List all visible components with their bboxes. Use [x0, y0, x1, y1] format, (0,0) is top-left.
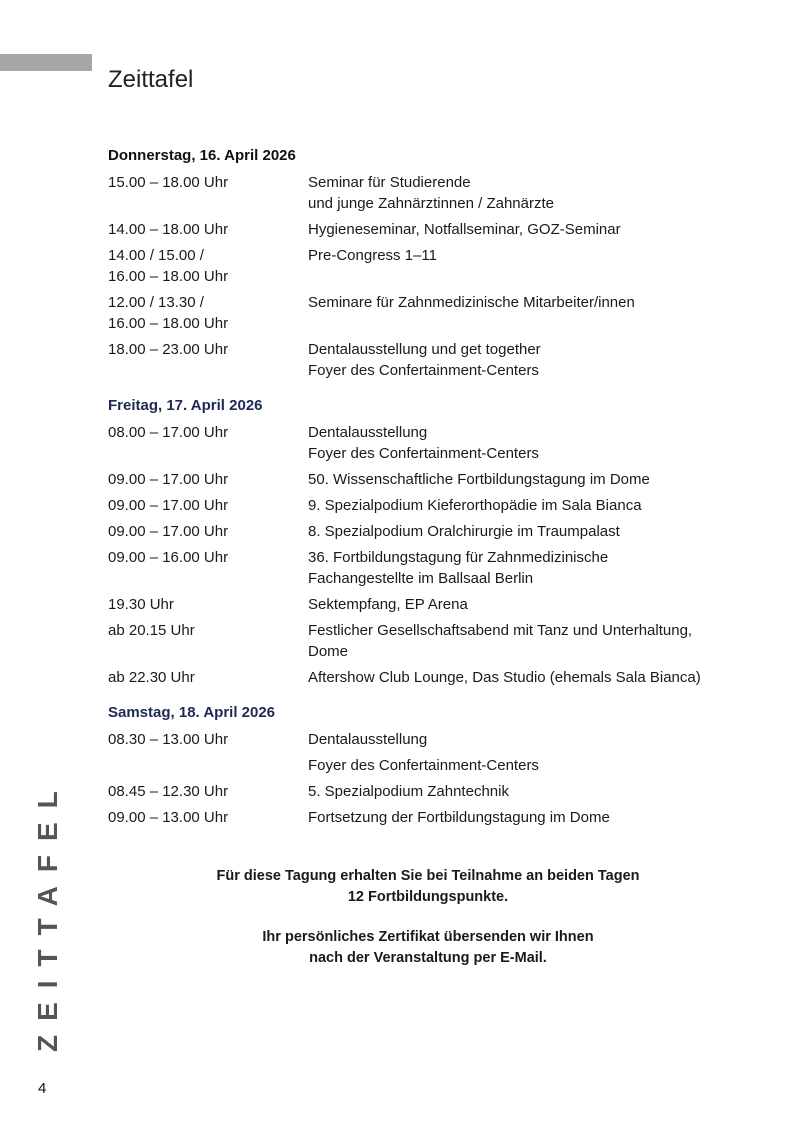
day-heading: Freitag, 17. April 2026 — [108, 397, 263, 414]
day-heading: Samstag, 18. April 2026 — [108, 704, 276, 721]
row-description: Seminar für Studierende und junge Zahnärztinnen / Zahnärzte — [308, 174, 554, 212]
header-accent-bar — [0, 54, 92, 71]
row-time: 12.00 / 13.30 / 16.00 – 18.00 Uhr — [108, 294, 229, 332]
schedule-row — [108, 594, 768, 615]
schedule-row — [108, 620, 768, 662]
schedule-row — [108, 807, 768, 828]
schedule-row — [108, 469, 768, 490]
row-description: 36. Fortbildungstagung für Zahnmedizinische Fachangestellte im Ballsaal Berlin — [308, 549, 609, 587]
schedule-row — [108, 292, 768, 334]
schedule-row — [108, 245, 768, 287]
row-description: 5. Spezialpodium Zahntechnik — [308, 783, 509, 800]
schedule-row — [108, 219, 768, 240]
row-time: 09.00 – 13.00 Uhr — [108, 809, 229, 826]
row-time: 08.00 – 17.00 Uhr — [108, 424, 229, 441]
schedule-row — [108, 521, 768, 542]
day-section-saturday — [108, 703, 768, 828]
row-time: 15.00 – 18.00 Uhr — [108, 174, 229, 191]
row-time: 14.00 – 18.00 Uhr — [108, 221, 229, 238]
row-time: 18.00 – 23.00 Uhr — [108, 341, 229, 358]
row-time: 09.00 – 17.00 Uhr — [108, 523, 229, 540]
schedule-row — [108, 729, 768, 750]
vertical-section-label: ZEITTAFEL — [32, 777, 63, 1052]
row-time: 09.00 – 16.00 Uhr — [108, 549, 229, 566]
row-description: 8. Spezialpodium Oralchirurgie im Traumpalast — [308, 523, 620, 540]
row-description: Pre-Congress 1–11 — [308, 247, 437, 264]
schedule-row — [108, 495, 768, 516]
day-heading: Donnerstag, 16. April 2026 — [108, 147, 296, 164]
row-description: Hygieneseminar, Notfallseminar, GOZ-Seminar — [308, 221, 621, 238]
row-description: 9. Spezialpodium Kieferorthopädie im Sala Bianca — [308, 497, 642, 514]
certificate-notice — [108, 866, 748, 988]
page-title: Zeittafel — [108, 66, 194, 94]
schedule-row — [108, 755, 768, 776]
row-description: Aftershow Club Lounge, Das Studio (ehemals Sala Bianca) — [308, 669, 701, 686]
row-description: Festlicher Gesellschaftsabend mit Tanz und Unterhaltung, Dome — [308, 622, 693, 660]
row-time: ab 22.30 Uhr — [108, 669, 195, 686]
schedule — [108, 146, 768, 843]
row-description: Dentalausstellung — [308, 731, 428, 748]
row-time: 09.00 – 17.00 Uhr — [108, 471, 229, 488]
notice-paragraph: Für diese Tagung erhalten Sie bei Teilnahme an beiden Tagen 12 Fortbildungspunkte. — [216, 868, 640, 905]
page-number: 4 — [38, 1080, 47, 1097]
row-description: Dentalausstellung Foyer des Confertainment-Centers — [308, 424, 539, 462]
day-section-thursday — [108, 146, 768, 381]
row-description: Seminare für Zahnmedizinische Mitarbeiter/innen — [308, 294, 635, 311]
row-description: 50. Wissenschaftliche Fortbildungstagung im Dome — [308, 471, 650, 488]
row-time: 09.00 – 17.00 Uhr — [108, 497, 229, 514]
notice-paragraph: Ihr persönliches Zertifikat übersenden wir Ihnen nach der Veranstaltung per E-Mail. — [262, 929, 594, 966]
row-description: Dentalausstellung und get together Foyer des Confertainment-Centers — [308, 341, 541, 379]
schedule-row — [108, 422, 768, 464]
schedule-row — [108, 339, 768, 381]
day-section-friday — [108, 396, 768, 688]
schedule-row — [108, 781, 768, 802]
row-time: 08.45 – 12.30 Uhr — [108, 783, 229, 800]
row-time: 19.30 Uhr — [108, 596, 174, 613]
row-description: Sektempfang, EP Arena — [308, 596, 468, 613]
schedule-row — [108, 547, 768, 589]
schedule-row — [108, 667, 768, 688]
row-time: ab 20.15 Uhr — [108, 622, 195, 639]
row-description: Fortsetzung der Fortbildungstagung im Dome — [308, 809, 610, 826]
row-time — [108, 755, 308, 776]
row-time: 14.00 / 15.00 / 16.00 – 18.00 Uhr — [108, 247, 229, 285]
row-description: Foyer des Confertainment-Centers — [308, 757, 539, 774]
schedule-row — [108, 172, 768, 214]
row-time: 08.30 – 13.00 Uhr — [108, 731, 229, 748]
